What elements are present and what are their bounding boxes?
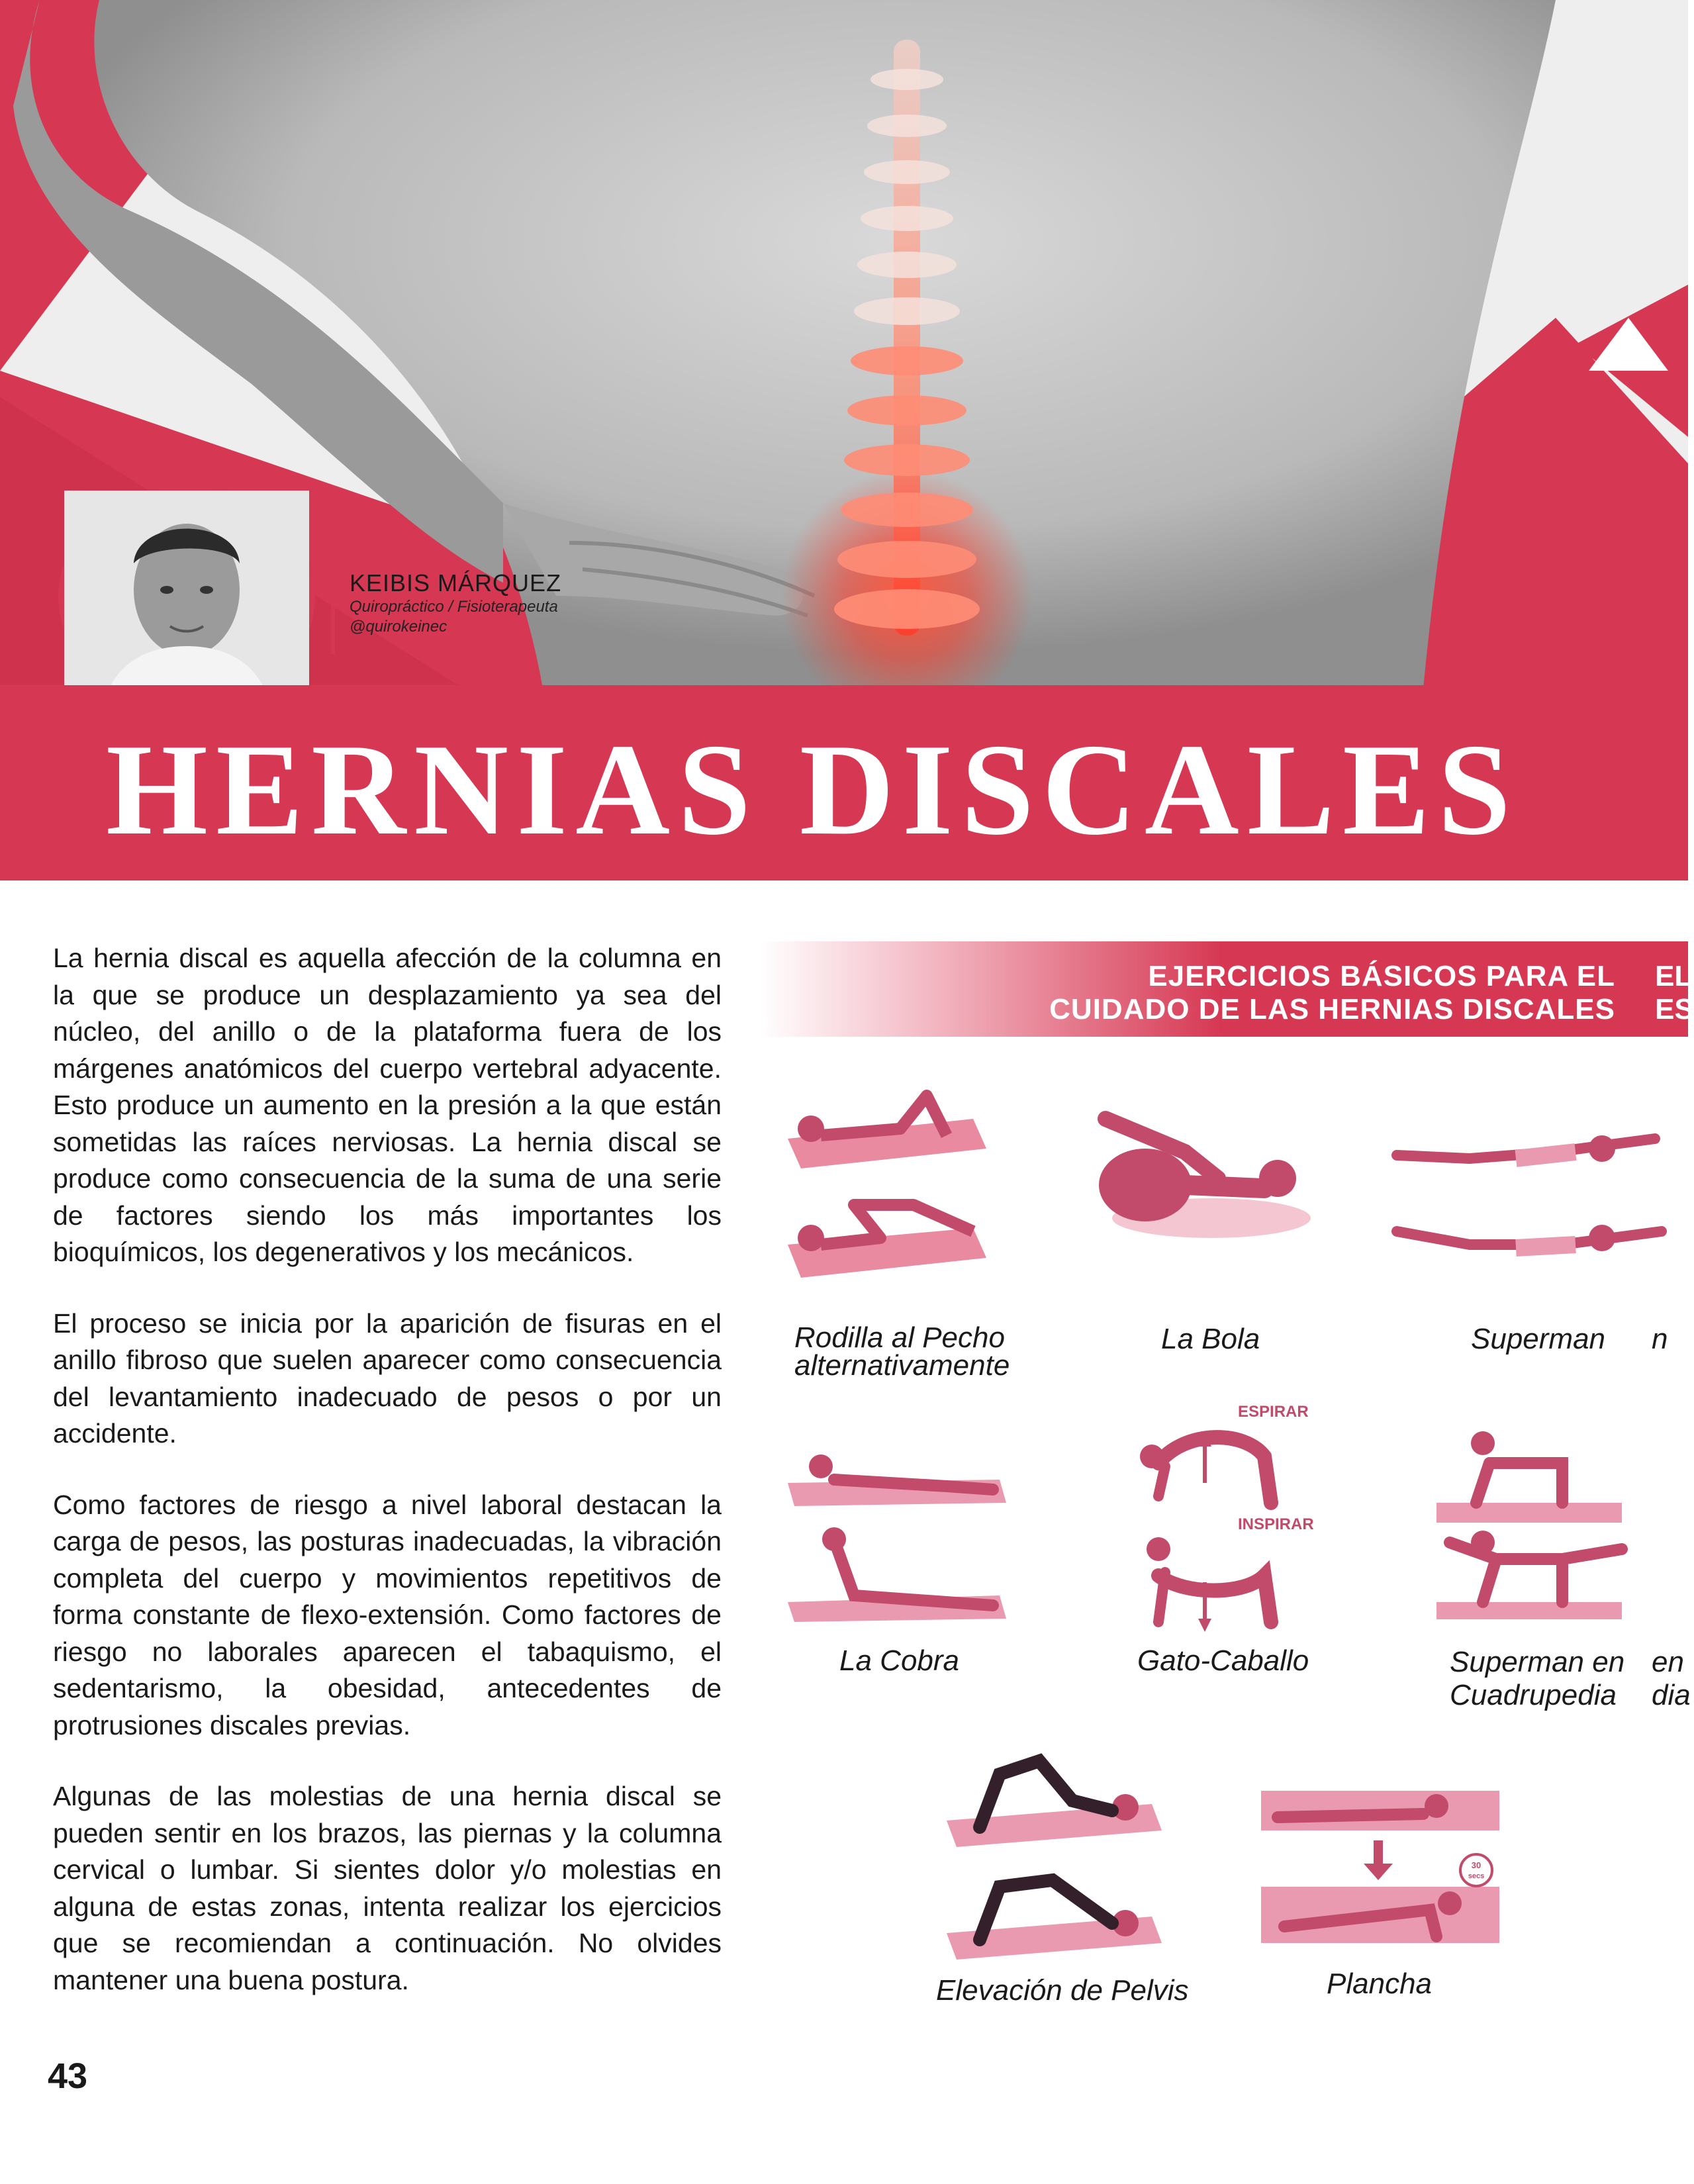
exercise-label-text: Superman en Cuadrupedia [1450,1646,1625,1711]
exercise-label-plancha: Plancha [1327,1968,1433,2000]
exercises-header-line2: CUIDADO DE LAS HERNIAS DISCALES [1049,993,1615,1025]
exercises-header-clip1: EL [1655,960,1693,992]
author-byline [331,568,561,654]
page-number: 43 [48,2056,88,2096]
exercise-label-clipped-b [1652,1646,1691,1712]
exercise-label-text: en dia [1652,1646,1691,1711]
author-avatar [58,485,315,708]
exercise-image-superman [1390,1112,1675,1278]
author-name: KEIBIS MÁRQUEZ [350,569,562,596]
exercise-image-bola [1086,1079,1311,1251]
author-handle: @quirokeinec [350,618,447,636]
exercise-image-rodilla [775,1079,1000,1291]
exercises-header-line1: EJERCICIOS BÁSICOS PARA EL [1148,960,1615,992]
page-title: HERNIAS DISCALES [106,717,1519,862]
exercise-image-cobra [781,1430,1006,1629]
timer-number: 30 [1471,1860,1482,1870]
exercise-label-rodilla [794,1321,1010,1382]
inspirar-label: INSPIRAR [1238,1515,1314,1533]
exercises-header [760,941,1694,1037]
exercise-label-pelvis: Elevación de Pelvis [936,1974,1189,2007]
exercises-header-clip2: ES [1655,993,1694,1025]
timer-unit: secs [1468,1872,1485,1880]
article-body [53,940,722,2033]
exercise-label-gato: Gato-Caballo [1137,1644,1309,1677]
exercise-label-cobra: La Cobra [839,1644,960,1677]
paragraph: Algunas de las molestias de una hernia discal se pueden sentir en los brazos, las piernas y la columna cervical o lumbar. Si sientes dolor y/o molestias en alguna de estas zonas, intenta realizar los ejercicios que se recomiendan a continuación. No olvides mantener una buena postura. [53,1781,722,1995]
author-role: Quiropráctico / Fisioterapeuta [350,598,558,616]
paragraph: La hernia discal es aquella afección de la columna en la que se produce un desplazamiento ya sea del núcleo, del anillo o de la plataforma fuera de los márgenes anatómicos del cuerpo vertebral adyacente. Esto produce un aumento en la presión a la que están sometidas las raíces nerviosas. La hernia discal se produce como consecuencia de la suma de una serie de factores siendo los más importantes los bioquímicos, los degenerativos y los mecánicos. [53,943,722,1267]
paragraph: Como factores de riesgo a nivel laboral destacan la carga de pesos, las posturas inadecuadas, la vibración completa del cuerpo y movimientos repetitivos de forma constante de flexo-extensión. Como factores de riesgo no laborales aparecen el tabaquismo, el sedentarismo, la obesidad, antecedentes de protrusiones discales previas. [53,1489,722,1740]
hero-image [0,0,1688,688]
exercise-image-plancha [1258,1787,1503,1946]
exercise-label-bola: La Bola [1161,1323,1260,1355]
exercise-label-superman-cuadrupedia [1450,1646,1624,1712]
exercise-image-superman-cuadrupedia [1430,1423,1628,1622]
espirar-label: ESPIRAR [1238,1403,1309,1421]
paragraph: El proceso se inicia por la aparición de fisuras en el anillo fibroso que suelen aparecer como consecuencia del levantamiento inadecuado de pesos o por un accidente. [53,1307,722,1448]
exercise-label-superman: Superman [1471,1323,1606,1355]
exercise-image-gato [1125,1403,1324,1635]
exercise-label-text: Rodilla al Pecho alternativamente [794,1321,1010,1382]
exercise-image-pelvis [940,1748,1165,1960]
title-band [0,685,1688,880]
exercise-label-clipped-a: n [1652,1323,1668,1355]
